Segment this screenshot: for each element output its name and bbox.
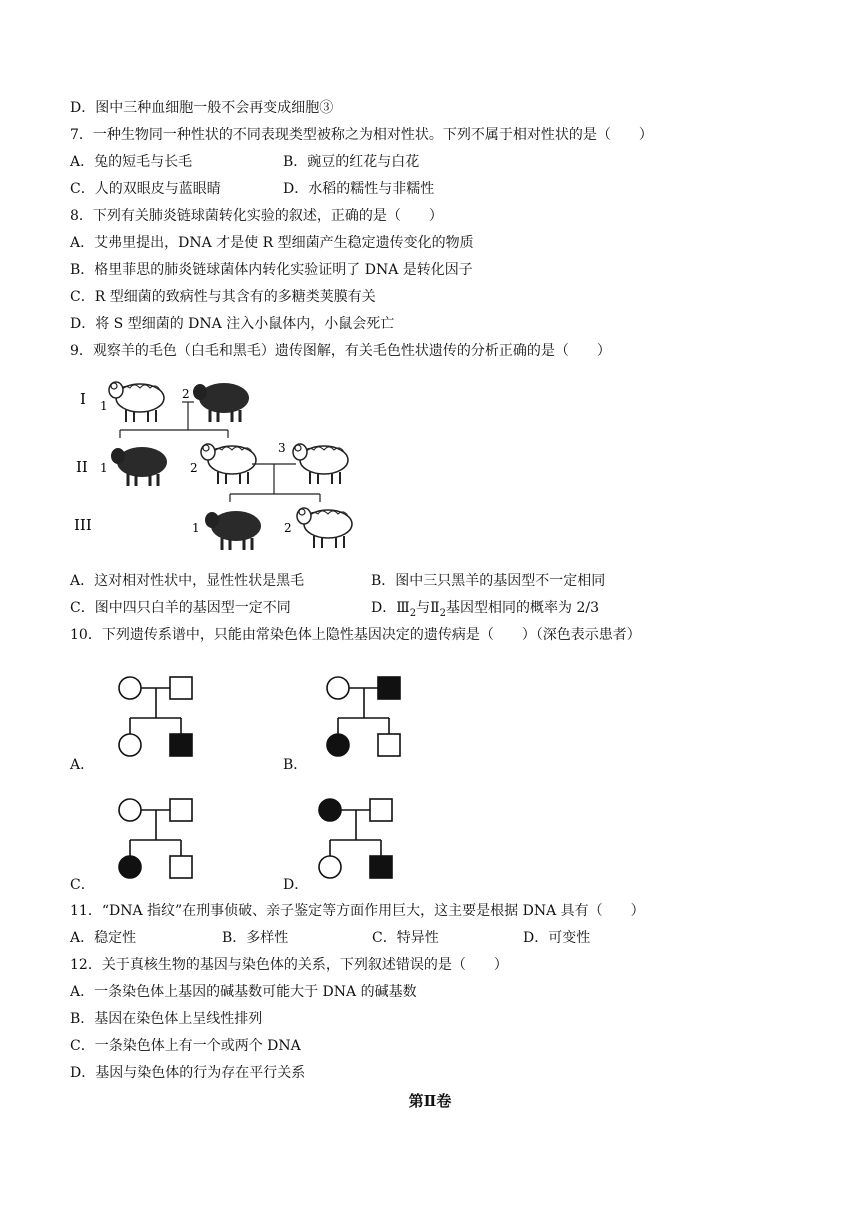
q10-option-d[interactable]: D． (283, 877, 309, 893)
q12-option-b[interactable]: B．基因在染色体上呈线性排列 (70, 1011, 263, 1027)
q11-option-c[interactable]: C．特异性 (372, 930, 439, 946)
sheep-label: 2 (284, 521, 292, 535)
sheep-label: 2 (190, 461, 198, 475)
q11-option-a[interactable]: A．稳定性 (70, 930, 137, 946)
q8-option-a[interactable]: A．艾弗里提出，DNA 才是使 R 型细菌产生稳定遗传变化的物质 (70, 235, 474, 251)
sheep-label: 2 (182, 387, 190, 401)
pedigree-a (108, 668, 208, 768)
q7-option-d[interactable]: D．水稻的糯性与非糯性 (283, 181, 435, 197)
q8-stem: 8．下列有关肺炎链球菌转化实验的叙述，正确的是（ ） (70, 208, 443, 224)
q7-option-b[interactable]: B．豌豆的红花与白花 (283, 154, 420, 170)
q8-option-d[interactable]: D．将 S 型细菌的 DNA 注入小鼠体内，小鼠会死亡 (70, 316, 395, 332)
sheep-label: 1 (100, 399, 108, 413)
generation-label-1: I (80, 390, 86, 408)
q11-stem: 11．“DNA 指纹”在刑事侦破、亲子鉴定等方面作用巨大，这主要是根据 DNA 具有（ ） (70, 903, 645, 919)
q10-option-c[interactable]: C． (70, 877, 95, 893)
q10-option-b[interactable]: B． (283, 757, 308, 773)
section-title: 第Ⅱ卷 (408, 1092, 452, 1110)
generation-label-2: II (76, 458, 88, 476)
q10-stem: 10．下列遗传系谱中，只能由常染色体上隐性基因决定的遗传病是（ ）（深色表示患者） (70, 627, 641, 643)
generation-label-3: III (74, 516, 92, 534)
sheep-pedigree-figure (70, 372, 370, 560)
q12-stem: 12．关于真核生物的基因与染色体的关系，下列叙述错误的是（ ） (70, 957, 508, 973)
q8-option-b[interactable]: B．格里菲思的肺炎链球菌体内转化实验证明了 DNA 是转化因子 (70, 262, 473, 278)
pedigree-d (308, 790, 408, 890)
q9-stem: 9．观察羊的毛色（白毛和黑毛）遗传图解，有关毛色性状遗传的分析正确的是（ ） (70, 343, 611, 359)
q7-option-c[interactable]: C．人的双眼皮与蓝眼睛 (70, 181, 221, 197)
q9-option-a[interactable]: A．这对相对性状中，显性性状是黑毛 (70, 573, 305, 589)
pedigree-b (316, 668, 416, 768)
q11-option-d[interactable]: D．可变性 (523, 930, 591, 946)
q7-option-a[interactable]: A．兔的短毛与长毛 (70, 154, 193, 170)
q9-option-d[interactable]: D．$Ⅲ_2$与$Ⅱ_2$基因型相同的概率为 2/3 (371, 600, 599, 619)
sheep-label: 1 (100, 461, 108, 475)
q10-option-a[interactable]: A． (70, 757, 95, 773)
q6-option-d: D．图中三种血细胞一般不会再变成细胞③ (70, 100, 334, 116)
q12-option-a[interactable]: A．一条染色体上基因的碱基数可能大于 DNA 的碱基数 (70, 984, 417, 1000)
sheep-label: 3 (278, 441, 286, 455)
q9-option-c[interactable]: C．图中四只白羊的基因型一定不同 (70, 600, 291, 616)
sheep-label: 1 (192, 521, 200, 535)
q8-option-c[interactable]: C．R 型细菌的致病性与其含有的多糖类荚膜有关 (70, 289, 376, 305)
pedigree-c (108, 790, 208, 890)
q9-option-b[interactable]: B．图中三只黑羊的基因型不一定相同 (371, 573, 606, 589)
q12-option-c[interactable]: C．一条染色体上有一个或两个 DNA (70, 1038, 301, 1054)
q11-option-b[interactable]: B．多样性 (222, 930, 289, 946)
q12-option-d[interactable]: D．基因与染色体的行为存在平行关系 (70, 1065, 306, 1081)
q7-stem: 7．一种生物同一种性状的不同表现类型被称之为相对性状。下列不属于相对性状的是（ ） (70, 127, 653, 143)
